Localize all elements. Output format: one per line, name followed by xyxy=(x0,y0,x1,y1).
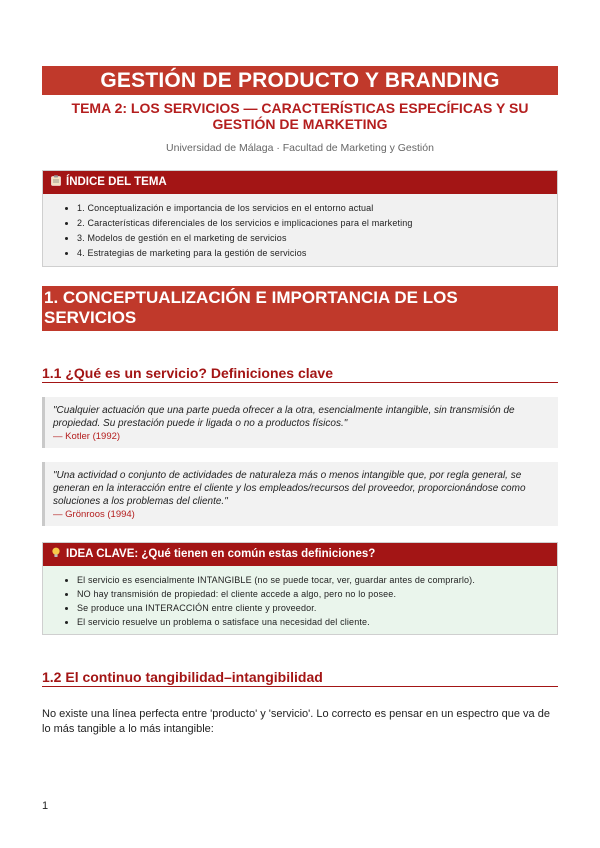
document-page xyxy=(42,66,558,737)
document-subtitle: TEMA 2: LOS SERVICIOS — CARACTERÍSTICAS ESPECÍFICAS Y SU GESTIÓN DE MARKETING xyxy=(71,100,529,132)
key-idea-item: • El servicio resuelve un problema o satisface una necesidad del cliente. xyxy=(77,615,547,629)
quote-text: "Una actividad o conjunto de actividades de naturaleza más o menos intangible que, por regla general, se generan en la interacción entre el cliente y los empleados/recursos del proveedor, proporcionándose como soluciones a los problemas del cliente." xyxy=(53,470,526,507)
subsection-1-1-title: 1.1 ¿Qué es un servicio? Definiciones clave xyxy=(42,365,558,383)
index-item: • 1. Conceptualización e importancia de los servicios en el entorno actual xyxy=(77,201,547,216)
quote-author: — Kotler (1992) xyxy=(53,431,121,442)
definition-quote-gronroos xyxy=(42,462,558,526)
index-box-body xyxy=(43,194,557,266)
index-item: • 2. Características diferenciales de los servicios e implicaciones para el marketing xyxy=(77,216,547,231)
definition-quote-kotler xyxy=(42,397,558,448)
subsection-1-2-title: 1.2 El continuo tangibilidad–intangibilidad xyxy=(42,669,558,687)
index-box-title: ÍNDICE DEL TEMA xyxy=(66,176,167,188)
index-box-header xyxy=(43,171,557,194)
quote-text: "Cualquier actuación que una parte pueda ofrecer a la otra, esencialmente intangible, sin transmisión de propiedad. Su prestación puede ir ligada o no a productos físicos." xyxy=(53,405,515,429)
key-idea-item: • Se produce una INTERACCIÓN entre cliente y proveedor. xyxy=(77,601,547,615)
document-title: GESTIÓN DE PRODUCTO Y BRANDING xyxy=(42,66,558,95)
key-idea-body xyxy=(43,566,557,634)
page-number: 1 xyxy=(42,800,49,812)
clipboard-icon xyxy=(51,172,61,183)
lightbulb-icon xyxy=(51,544,61,555)
key-idea-header xyxy=(43,543,557,566)
quote-author: — Grönroos (1994) xyxy=(53,509,135,520)
key-idea-title: IDEA CLAVE: ¿Qué tienen en común estas definiciones? xyxy=(66,548,376,560)
key-idea-item: • El servicio es esencialmente INTANGIBLE (no se puede tocar, ver, guardar antes de comprarlo). xyxy=(77,573,547,587)
body-paragraph: No existe una línea perfecta entre 'producto' y 'servicio'. Lo correcto es pensar en un espectro que va de lo más tangible a lo más intangible: xyxy=(42,708,550,735)
index-item: • 3. Modelos de gestión en el marketing de servicios xyxy=(77,231,547,246)
section-1-title: 1. CONCEPTUALIZACIÓN E IMPORTANCIA DE LOS SERVICIOS xyxy=(42,286,558,331)
index-item: • 4. Estrategias de marketing para la gestión de servicios xyxy=(77,246,547,261)
key-idea-box xyxy=(42,542,558,635)
index-box xyxy=(42,170,558,267)
affiliation: Universidad de Málaga · Facultad de Marketing y Gestión xyxy=(166,142,434,154)
key-idea-item: • NO hay transmisión de propiedad: el cliente accede a algo, pero no lo posee. xyxy=(77,587,547,601)
